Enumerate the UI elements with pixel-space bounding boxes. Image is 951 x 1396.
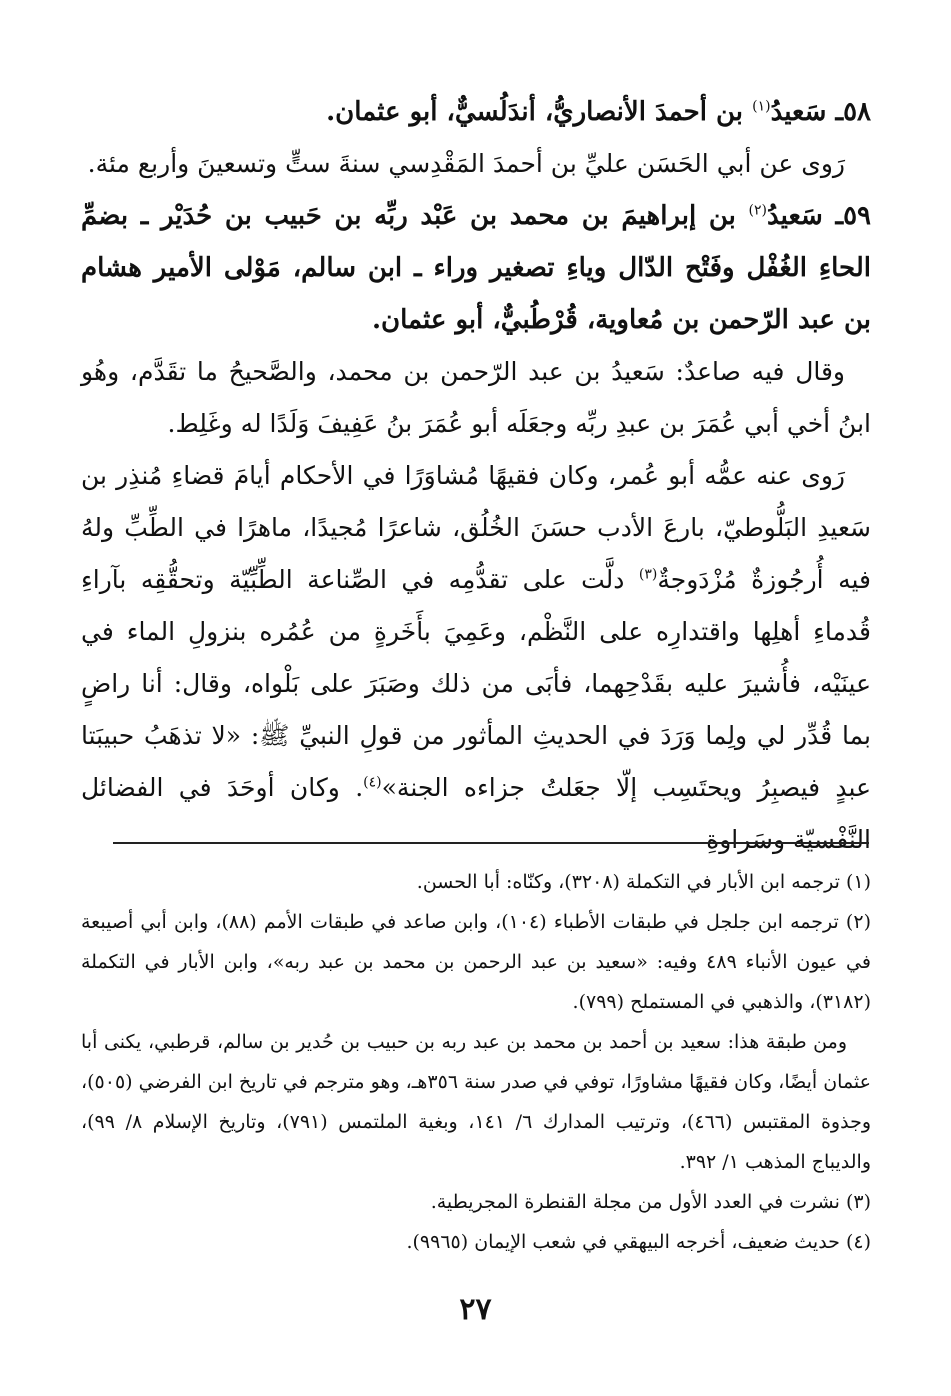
entry-59-paragraph-2 <box>81 450 871 866</box>
footnote-2-continuation: ومن طبقة هذا: سعيد بن أحمد بن محمد بن عبد ربه بن حبيب بن حُدير بن سالم، قرطبي، يكنى أبا عثمان أيضًا، وكان فقيهًا مشاورًا، توفي في صدر سنة ٣٥٦هـ، وهو مترجم في تاريخ ابن الفرضي (٥٠٥)، وجذوة المقتبس (٤٦٦)، وترتيب المدارك ٦/ ١٤١، وبغية الملتمس (٧٩١)، وتاريخ الإسلام ٨/ ٩٩)، والديباج المذهب ١/ ٣٩٢. <box>81 1031 872 1173</box>
entry-58-body: رَوى عن أبي الحَسَن عليِّ بن أحمدَ المَقْدِسي سنةَ ستٍّ وتسعينَ وأربع مئة. <box>87 149 845 178</box>
entry-name: سَعيدُ <box>767 201 836 231</box>
footnote-1: (١) ترجمه ابن الأبار في التكملة (٣٢٠٨)، وكنّاه: أبا الحسن. <box>416 871 871 893</box>
entry-59-paragraph-1: وقال فيه صاعدٌ: سَعيدُ بن عبد الرّحمن بن محمد، والصَّحيحُ ما تقَدَّم، وهُو ابنُ أخي أبي عُمَرَ بن عبدِ ربِّه وجعَلَه أبو عُمَرَ بنُ عَفِيفَ وَلَدًا له وغَلِط. <box>81 357 871 438</box>
footnote-4: (٤) حديث ضعيف، أخرجه البيهقي في شعب الإيمان (٩٩٦٥). <box>406 1231 871 1253</box>
entry-name: سَعيدُ <box>770 97 836 127</box>
entry-58-heading <box>81 86 871 138</box>
footnote-ref: (٢) <box>748 202 767 219</box>
footnote-ref: (٣) <box>638 566 658 583</box>
entry-number: ٥٨ـ <box>835 97 871 127</box>
footnote-separator <box>113 842 869 844</box>
footnote-3: (٣) نشرت في العدد الأول من مجلة القنطرة المجريطية. <box>430 1191 871 1213</box>
footnote-ref: (١) <box>752 98 771 115</box>
paragraph-text: دلَّت على تقدُّمِه في الصِّناعة الطِّبِّيّة وتحقُّقِه بآراءِ قُدماءِ أهلِها واقتدارِه على النَّظْم، وعَمِيَ بأَخَرةٍ من عُمُره بنزولِ الماء في عينَيْه، فأُشيرَ عليه بقَدْحِهما، فأبَى من ذلك وصَبَرَ على بَلْواه، وقال: أنا راضٍ بما قُدِّر لي ولِما وَرَدَ في الحديثِ المأثور من قولِ النبيِّ ﷺ: «لا تذهَبُ حبيبَتا عبدٍ فيصبِرُ ويحتَسِب إلّا جعَلتُ جزاءه الجنة» <box>81 565 872 802</box>
paragraph-text: . وكان أوحَدَ في الفضائل النَّفْسيّة وسَراوةِ <box>81 773 871 854</box>
main-text-block <box>81 86 871 866</box>
entry-lineage: بن إبراهيمَ بن محمد بن عَبْد ربِّه بن حَبيب بن حُدَيْر ـ بضمِّ الحاءِ الغُفْل وفَتْح الدّال وياءِ تصغير وراء ـ ابن سالم، مَوْلى الأمير هشام بن عبد الرّحمن بن مُعاوية، قُرْطُبيٌّ، أبو عثمان. <box>81 201 871 335</box>
entry-59-heading <box>81 190 871 346</box>
entry-number: ٥٩ـ <box>835 201 872 231</box>
footnote-2: (٢) ترجمه ابن جلجل في طبقات الأطباء (١٠٤)، وابن صاعد في طبقات الأمم (٨٨)، وابن أبي أصيبعة في عيون الأنباء ٤٨٩ وفيه: «سعيد بن عبد الرحمن بن محمد بن عبد ربه»، وابن الأبار في التكملة (٣١٨٢)، والذهبي في المستملح (٧٩٩). <box>81 911 871 1013</box>
page-number: ٢٧ <box>459 1292 492 1327</box>
footnotes-block <box>81 862 871 1262</box>
footnote-ref: (٤) <box>363 774 382 791</box>
entry-lineage: بن أحمدَ الأنصاريُّ، أندَلُسيٌّ، أبو عثمان. <box>326 97 753 127</box>
paragraph-text: رَوى عنه عمُّه أبو عُمر، وكان فقيهًا مُشاوَرًا في الأحكام أيامَ قضاءِ مُنذِر بن سَعيدِ البَلُّوطيّ، بارعَ الأدب حسَنَ الخُلُق، شاعرًا مُجيدًا، ماهرًا في الطِّبِّ ولهُ فيه أُرجُوزةٌ مُزْدَوجةٌ <box>81 461 871 594</box>
